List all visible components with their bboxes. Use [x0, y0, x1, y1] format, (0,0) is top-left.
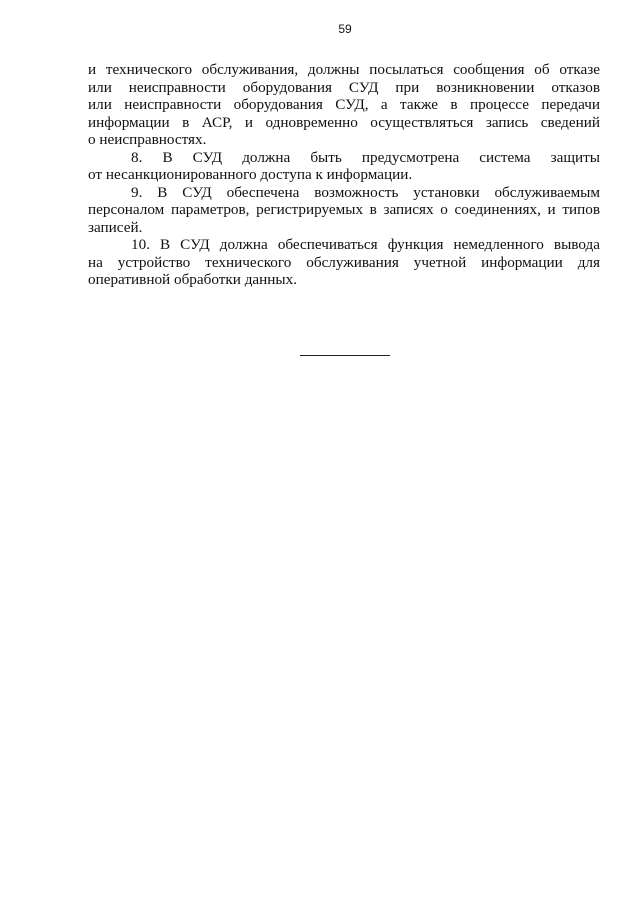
text-line: оперативной обработки данных. — [88, 271, 298, 288]
paragraph-9-start: 9. В СУД обеспечена возможность установки обслуживаемым — [131, 183, 600, 201]
paragraph-10-start: 10. В СУД должна обеспечиваться функция немедленного вывода — [131, 236, 600, 253]
text-line: записей. — [88, 218, 143, 236]
document-body — [88, 61, 600, 289]
text-line: информации в АСР, и одновременно осуществляться запись сведений — [88, 113, 600, 131]
text-line: и технического обслуживания, должны посылаться сообщения об отказе — [88, 61, 600, 78]
text-line: персоналом параметров, регистрируемых в записях о соединениях, и типов — [88, 201, 600, 218]
page-number: 59 — [338, 22, 352, 36]
text-line: или неисправности оборудования СУД при возникновении отказов — [88, 78, 600, 96]
end-separator-line — [300, 355, 390, 356]
text-line: от несанкционированного доступа к информации. — [88, 166, 413, 183]
text-line: или неисправности оборудования СУД, а также в процессе передачи — [88, 96, 600, 113]
text-line: о неисправностях. — [88, 131, 207, 148]
paragraph-8-start: 8. В СУД должна быть предусмотрена система защиты — [131, 148, 600, 166]
text-line: на устройство технического обслуживания учетной информации для — [88, 253, 600, 271]
